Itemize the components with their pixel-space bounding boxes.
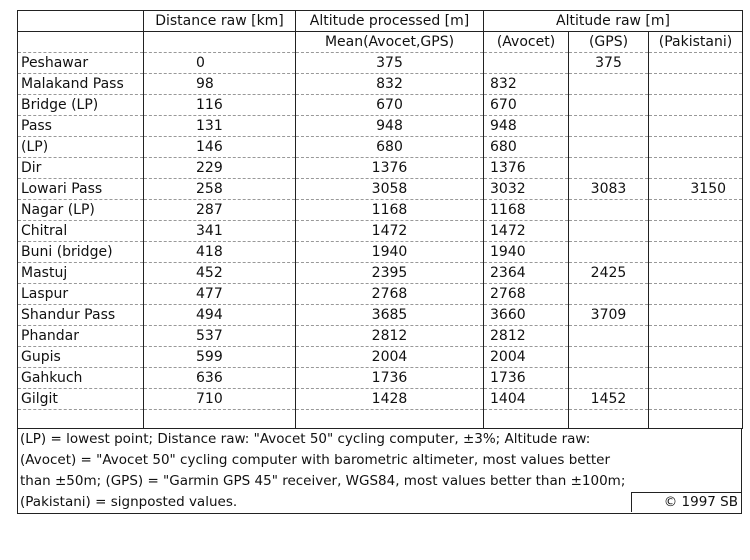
table-row	[18, 326, 743, 347]
table-row	[18, 221, 743, 242]
table-row	[18, 74, 743, 95]
altitude-processed-cell: 1736	[296, 368, 484, 389]
altitude-processed-cell: 2395	[296, 263, 484, 284]
place-name-cell: Buni (bridge)	[18, 242, 144, 263]
altitude-pakistani-cell	[649, 326, 743, 347]
footnote-line-1: (LP) = lowest point; Distance raw: "Avocet 50" cycling computer, ±3%; Altitude raw:	[20, 431, 591, 447]
altitude-pakistani-cell	[649, 242, 743, 263]
footnote-line-4: (Pakistani) = signposted values.	[20, 494, 238, 510]
header-gps: (GPS)	[569, 32, 649, 53]
place-name-cell: Lowari Pass	[18, 179, 144, 200]
blank-cell	[649, 410, 743, 429]
distance-cell: 599	[144, 347, 296, 368]
altitude-gps-cell	[569, 137, 649, 158]
altitude-avocet-cell: 2364	[484, 263, 569, 284]
altitude-gps-cell	[569, 368, 649, 389]
place-name-cell: Shandur Pass	[18, 305, 144, 326]
footnote-line-3: than ±50m; (GPS) = "Garmin GPS 45" receiver, WGS84, most values better than ±100m;	[20, 473, 626, 489]
table-row	[18, 179, 743, 200]
altitude-gps-cell	[569, 74, 649, 95]
altitude-processed-cell: 1940	[296, 242, 484, 263]
place-name-cell: Gahkuch	[18, 368, 144, 389]
header-corner-cell	[18, 11, 144, 32]
altitude-avocet-cell: 2812	[484, 326, 569, 347]
altitude-processed-cell: 3058	[296, 179, 484, 200]
altitude-gps-cell: 2425	[569, 263, 649, 284]
place-name-cell: Nagar (LP)	[18, 200, 144, 221]
altitude-avocet-cell	[484, 53, 569, 74]
distance-cell: 452	[144, 263, 296, 284]
altitude-pakistani-cell	[649, 368, 743, 389]
place-name-cell: Gilgit	[18, 389, 144, 410]
altitude-processed-cell: 2768	[296, 284, 484, 305]
altitude-processed-cell: 1168	[296, 200, 484, 221]
footnote-line-2: (Avocet) = "Avocet 50" cycling computer with barometric altimeter, most values better	[20, 452, 611, 468]
footnotes	[17, 429, 742, 514]
distance-cell: 0	[144, 53, 296, 74]
distance-cell: 116	[144, 95, 296, 116]
header-empty-cell	[144, 32, 296, 53]
table-row	[18, 347, 743, 368]
altitude-pakistani-cell	[649, 95, 743, 116]
altitude-avocet-cell: 2768	[484, 284, 569, 305]
altitude-avocet-cell: 3032	[484, 179, 569, 200]
header-row-1	[18, 11, 743, 32]
altitude-pakistani-cell	[649, 347, 743, 368]
distance-cell: 418	[144, 242, 296, 263]
header-empty-cell	[18, 32, 144, 53]
blank-row	[18, 410, 743, 429]
altitude-gps-cell	[569, 95, 649, 116]
place-name-cell: Mastuj	[18, 263, 144, 284]
place-name-cell: Pass	[18, 116, 144, 137]
altitude-avocet-cell: 1736	[484, 368, 569, 389]
header-avocet: (Avocet)	[484, 32, 569, 53]
altitude-processed-cell: 2004	[296, 347, 484, 368]
distance-cell: 341	[144, 221, 296, 242]
altitude-gps-cell	[569, 347, 649, 368]
altitude-processed-cell: 1376	[296, 158, 484, 179]
altitude-gps-cell: 3709	[569, 305, 649, 326]
altitude-pakistani-cell	[649, 158, 743, 179]
altitude-processed-cell: 3685	[296, 305, 484, 326]
altitude-avocet-cell: 1940	[484, 242, 569, 263]
table-row	[18, 158, 743, 179]
altitude-gps-cell	[569, 326, 649, 347]
place-name-cell: Phandar	[18, 326, 144, 347]
altitude-processed-cell: 1472	[296, 221, 484, 242]
distance-cell: 287	[144, 200, 296, 221]
altitude-avocet-cell: 832	[484, 74, 569, 95]
distance-cell: 494	[144, 305, 296, 326]
place-name-cell: Malakand Pass	[18, 74, 144, 95]
altitude-avocet-cell: 1376	[484, 158, 569, 179]
place-name-cell: Peshawar	[18, 53, 144, 74]
altitude-gps-cell: 1452	[569, 389, 649, 410]
altitude-processed-cell: 1428	[296, 389, 484, 410]
altitude-processed-cell: 2812	[296, 326, 484, 347]
distance-cell: 98	[144, 74, 296, 95]
altitude-table-sheet	[17, 10, 742, 514]
altitude-processed-cell: 680	[296, 137, 484, 158]
header-distance: Distance raw [km]	[144, 11, 296, 32]
altitude-pakistani-cell	[649, 200, 743, 221]
blank-cell	[484, 410, 569, 429]
altitude-gps-cell	[569, 200, 649, 221]
altitude-processed-cell: 375	[296, 53, 484, 74]
altitude-pakistani-cell	[649, 116, 743, 137]
header-altitude-raw: Altitude raw [m]	[484, 11, 743, 32]
header-altitude-processed: Altitude processed [m]	[296, 11, 484, 32]
table-row	[18, 116, 743, 137]
table-row	[18, 242, 743, 263]
altitude-processed-cell: 948	[296, 116, 484, 137]
altitude-avocet-cell: 3660	[484, 305, 569, 326]
altitude-pakistani-cell	[649, 284, 743, 305]
altitude-pakistani-cell	[649, 305, 743, 326]
altitude-processed-cell: 670	[296, 95, 484, 116]
distance-cell: 477	[144, 284, 296, 305]
altitude-table	[17, 10, 743, 429]
header-pakistani: (Pakistani)	[649, 32, 743, 53]
distance-cell: 636	[144, 368, 296, 389]
table-row	[18, 368, 743, 389]
altitude-pakistani-cell	[649, 221, 743, 242]
table-row	[18, 53, 743, 74]
distance-cell: 537	[144, 326, 296, 347]
altitude-gps-cell	[569, 221, 649, 242]
place-name-cell: Dir	[18, 158, 144, 179]
table-row	[18, 200, 743, 221]
distance-cell: 258	[144, 179, 296, 200]
altitude-avocet-cell: 1168	[484, 200, 569, 221]
place-name-cell: (LP)	[18, 137, 144, 158]
table-row	[18, 137, 743, 158]
altitude-processed-cell: 832	[296, 74, 484, 95]
place-name-cell: Laspur	[18, 284, 144, 305]
table-row	[18, 95, 743, 116]
blank-cell	[296, 410, 484, 429]
header-row-2	[18, 32, 743, 53]
blank-cell	[18, 410, 144, 429]
altitude-pakistani-cell	[649, 74, 743, 95]
blank-cell	[569, 410, 649, 429]
blank-cell	[144, 410, 296, 429]
altitude-avocet-cell: 680	[484, 137, 569, 158]
altitude-gps-cell: 375	[569, 53, 649, 74]
altitude-pakistani-cell	[649, 53, 743, 74]
altitude-pakistani-cell	[649, 263, 743, 284]
table-row	[18, 305, 743, 326]
altitude-gps-cell	[569, 158, 649, 179]
altitude-gps-cell	[569, 242, 649, 263]
altitude-avocet-cell: 1472	[484, 221, 569, 242]
distance-cell: 710	[144, 389, 296, 410]
footnote-line-4-container	[18, 492, 741, 513]
altitude-gps-cell: 3083	[569, 179, 649, 200]
table-row	[18, 284, 743, 305]
distance-cell: 229	[144, 158, 296, 179]
altitude-pakistani-cell	[649, 137, 743, 158]
altitude-gps-cell	[569, 284, 649, 305]
distance-cell: 131	[144, 116, 296, 137]
copyright-notice: © 1997 SB	[631, 492, 741, 512]
altitude-avocet-cell: 1404	[484, 389, 569, 410]
altitude-avocet-cell: 670	[484, 95, 569, 116]
altitude-gps-cell	[569, 116, 649, 137]
distance-cell: 146	[144, 137, 296, 158]
place-name-cell: Bridge (LP)	[18, 95, 144, 116]
altitude-pakistani-cell: 3150	[649, 179, 743, 200]
place-name-cell: Gupis	[18, 347, 144, 368]
altitude-avocet-cell: 948	[484, 116, 569, 137]
altitude-avocet-cell: 2004	[484, 347, 569, 368]
place-name-cell: Chitral	[18, 221, 144, 242]
table-row	[18, 263, 743, 284]
table-row	[18, 389, 743, 410]
altitude-pakistani-cell	[649, 389, 743, 410]
header-mean: Mean(Avocet,GPS)	[296, 32, 484, 53]
